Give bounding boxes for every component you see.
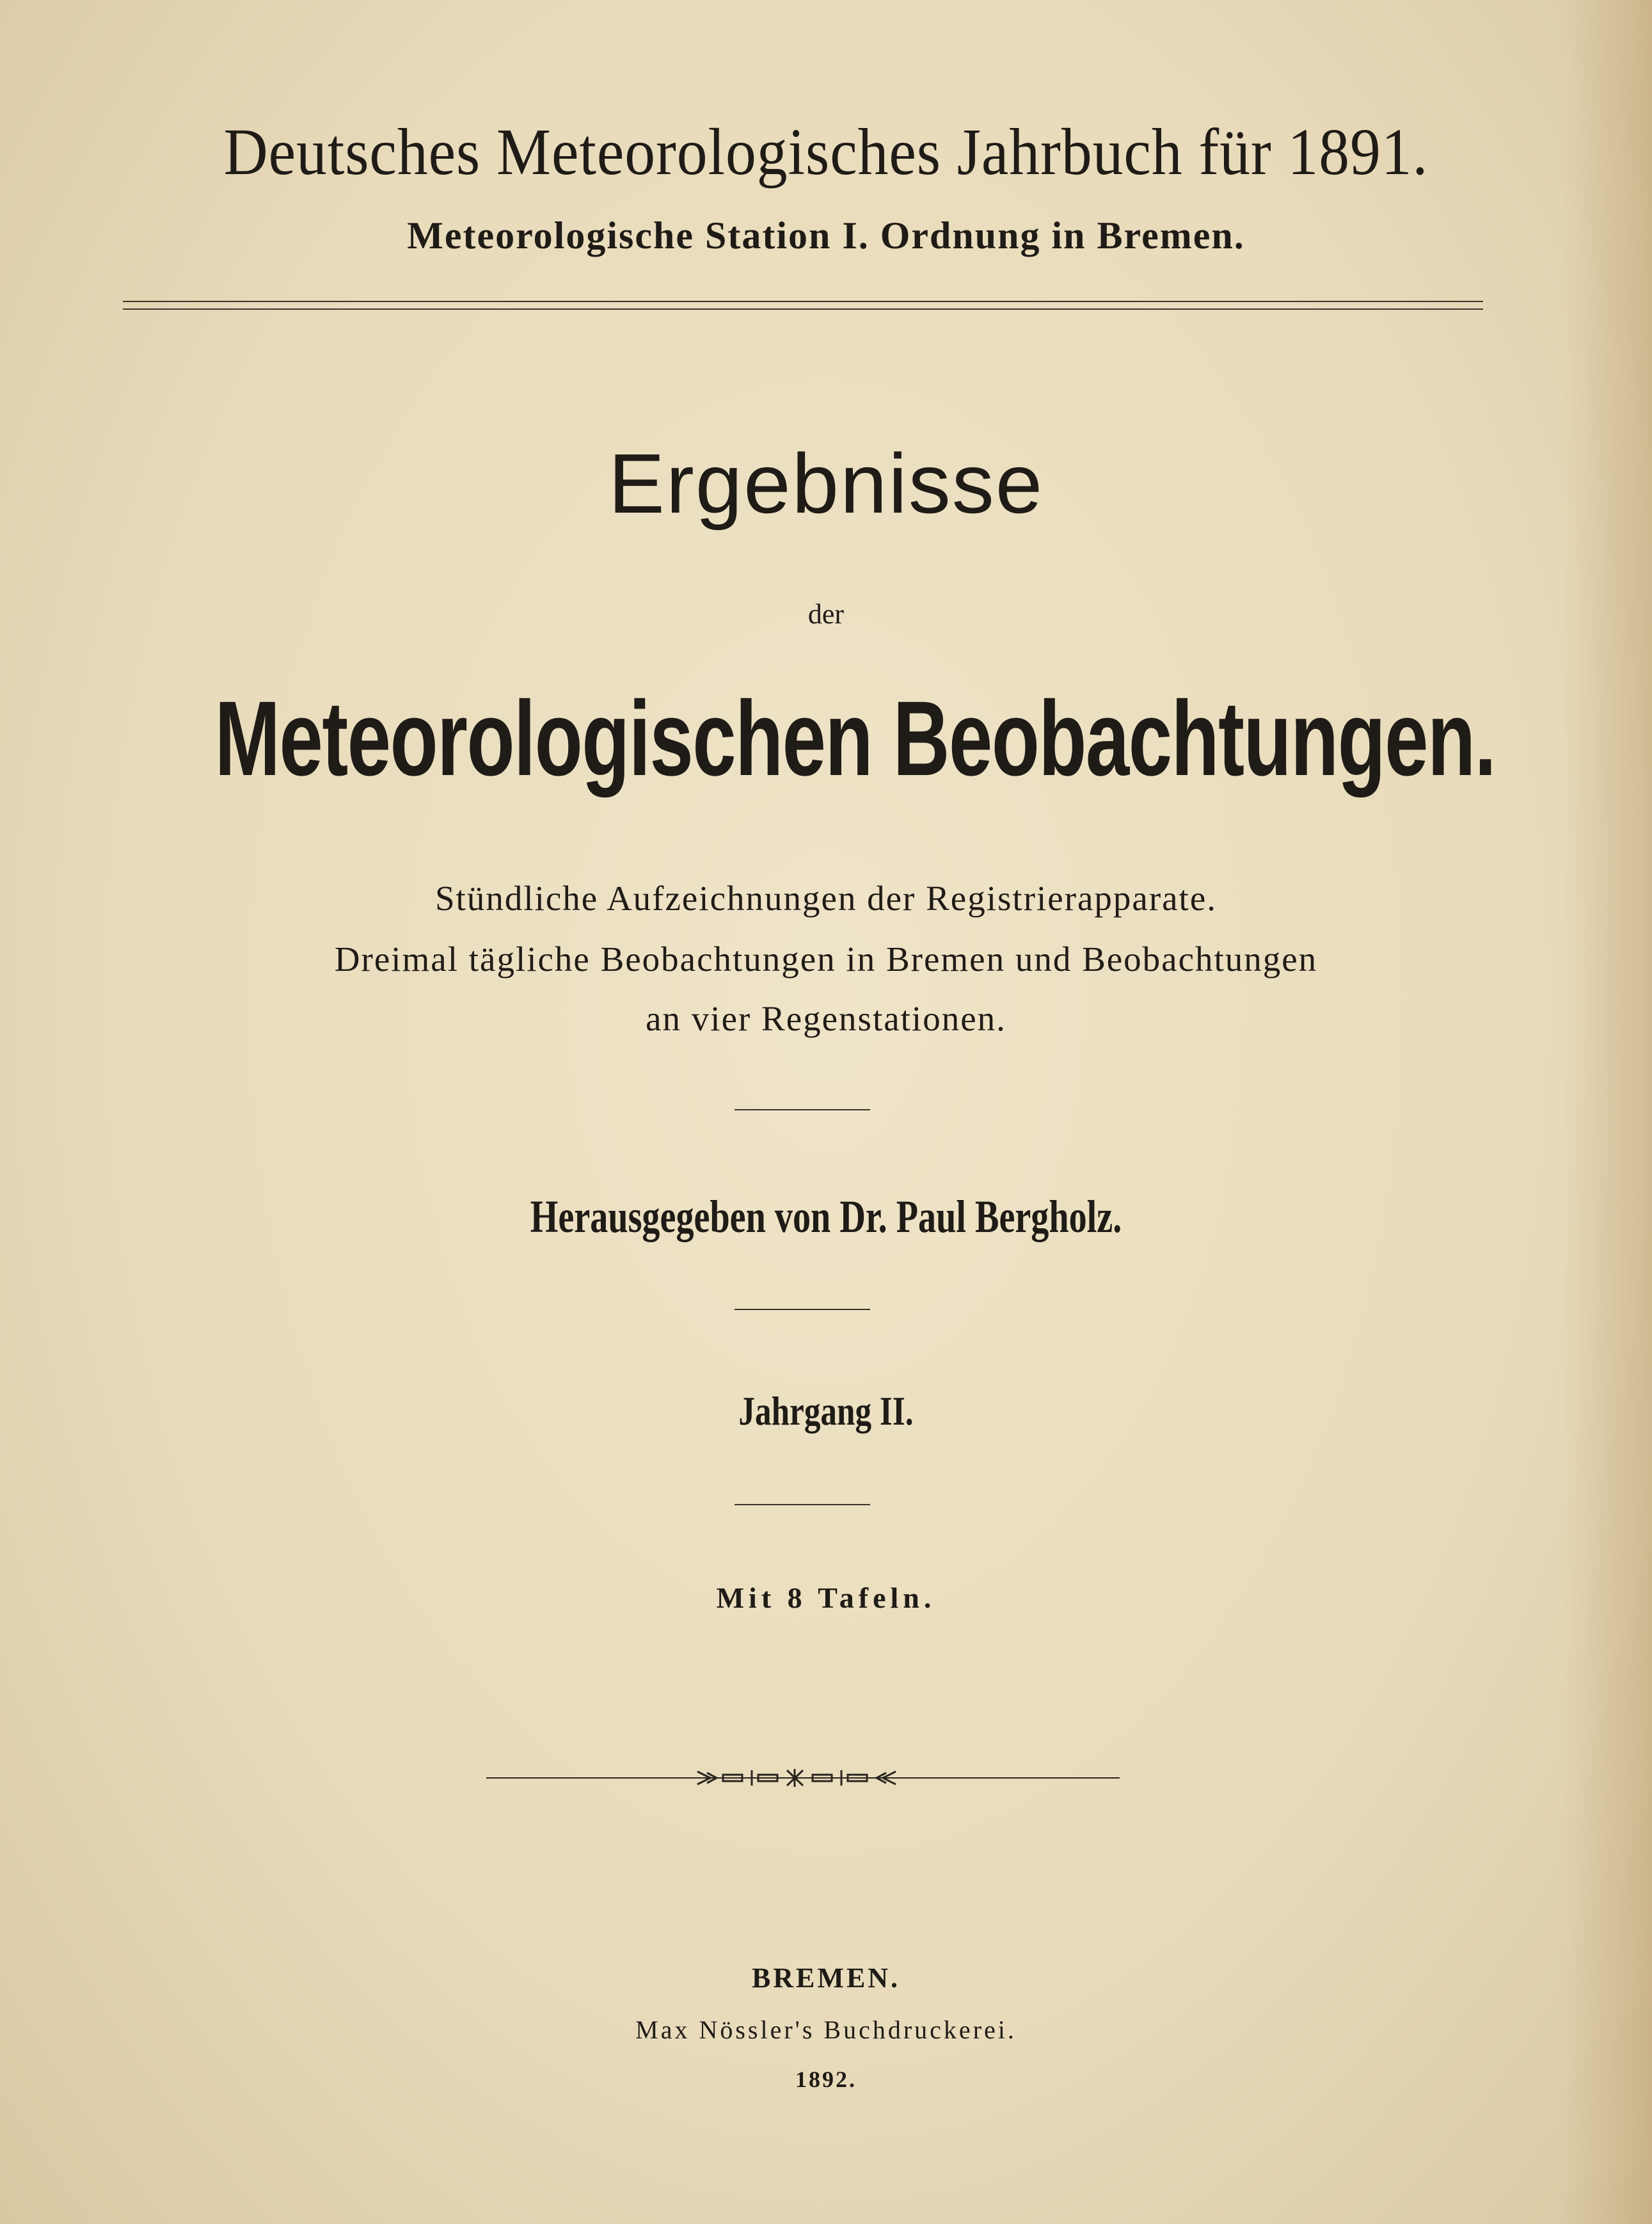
volume-line: Jahrgang II. xyxy=(738,1388,914,1434)
page-edge-shading xyxy=(1562,0,1652,2224)
separator-rule xyxy=(735,1504,870,1505)
main-title: Ergebnisse xyxy=(608,436,1044,531)
main-connector: der xyxy=(807,598,845,630)
header-title: Deutsches Meteorologisches Jahrbuch für 1891. xyxy=(223,115,1429,189)
ornamental-divider-icon xyxy=(486,1765,1120,1791)
imprint-place: BREMEN. xyxy=(751,1962,901,1994)
description-line: Stündliche Aufzeichnungen der Registrierapparate. xyxy=(434,879,1218,918)
header-double-rule xyxy=(123,301,1483,310)
header-subtitle: Meteorologische Station I. Ordnung in Bremen. xyxy=(407,214,1245,257)
description-line: an vier Regenstationen. xyxy=(646,999,1006,1038)
editor-line: Herausgegeben von Dr. Paul Bergholz. xyxy=(530,1191,1122,1242)
imprint-printer: Max Nössler's Buchdruckerei. xyxy=(635,2015,1017,2044)
separator-rule xyxy=(735,1109,870,1110)
imprint-year: 1892. xyxy=(795,2067,857,2092)
separator-rule xyxy=(735,1309,870,1310)
description-line: Dreimal tägliche Beobachtungen in Bremen und Beobachtungen xyxy=(334,940,1318,979)
main-subject: Meteorologischen Beobachtungen. xyxy=(214,680,1496,798)
plates-line: Mit 8 Tafeln. xyxy=(716,1581,936,1614)
